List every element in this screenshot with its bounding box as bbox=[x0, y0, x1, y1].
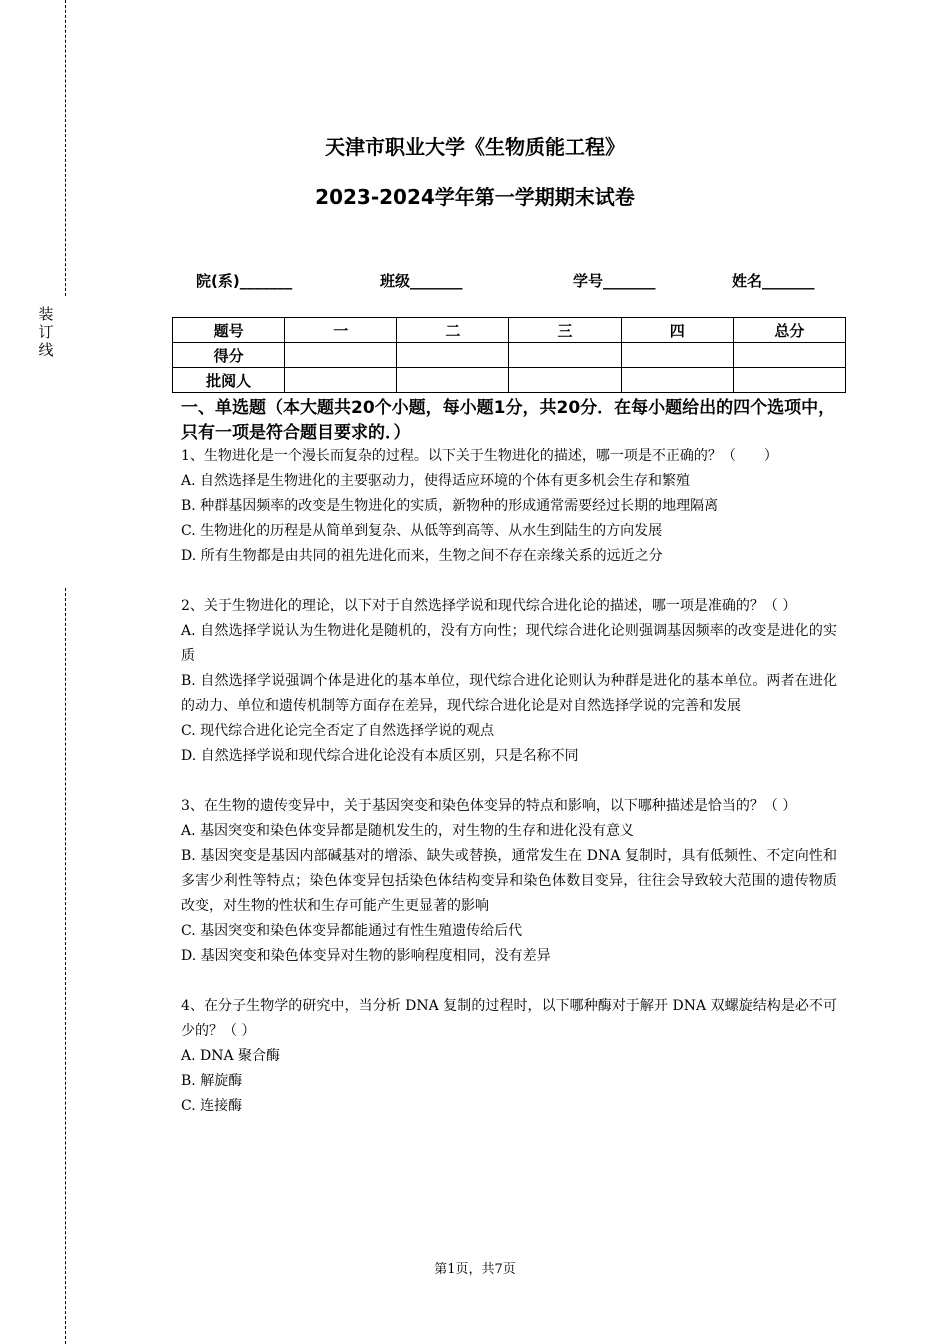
option-c: C. 生物进化的历程是从简单到复杂、从低等到高等、从水生到陆生的方向发展 bbox=[181, 523, 663, 539]
score-table-header: 总分 bbox=[733, 318, 845, 343]
score-cell[interactable] bbox=[397, 343, 509, 368]
student-info-row bbox=[0, 270, 950, 292]
grader-row bbox=[173, 368, 846, 393]
dept-field[interactable]: 院(系)_______ bbox=[196, 272, 293, 290]
question-stem: 2、关于生物进化的理论，以下对于自然选择学说和现代综合进化论的描述，哪一项是准确的？（ ） bbox=[181, 598, 797, 614]
question-4 bbox=[181, 994, 837, 1119]
name-field[interactable]: 姓名_______ bbox=[732, 272, 815, 290]
option-d: D. 自然选择学说和现代综合进化论没有本质区别，只是名称不同 bbox=[181, 748, 579, 764]
binding-line-bottom bbox=[65, 588, 66, 1344]
option-c: C. 连接酶 bbox=[181, 1098, 243, 1114]
exam-subtitle: 2023-2024学年第一学期期末试卷 bbox=[315, 185, 635, 209]
option-a: A. 自然选择学说认为生物进化是随机的，没有方向性；现代综合进化论则强调基因频率的改变是进化的实质 bbox=[181, 623, 837, 664]
question-stem: 3、在生物的遗传变异中，关于基因突变和染色体变异的特点和影响，以下哪种描述是恰当的？（ ） bbox=[181, 798, 797, 814]
question-list bbox=[181, 444, 837, 1144]
option-d: D. 基因突变和染色体变异对生物的影响程度相同，没有差异 bbox=[181, 948, 551, 964]
score-cell[interactable] bbox=[621, 343, 733, 368]
binding-label bbox=[37, 305, 55, 359]
class-field[interactable]: 班级_______ bbox=[380, 272, 463, 290]
option-a: A. DNA 聚合酶 bbox=[181, 1048, 281, 1064]
exam-title: 天津市职业大学《生物质能工程》 bbox=[325, 135, 625, 159]
question-stem: 4、在分子生物学的研究中，当分析 DNA 复制的过程时，以下哪种酶对于解开 DNA 双螺旋结构是必不可少的？（ ） bbox=[181, 998, 837, 1039]
binding-char: 线 bbox=[38, 341, 54, 359]
option-b: B. 基因突变是基因内部碱基对的增添、缺失或替换，通常发生在 DNA 复制时，具有低频性、不定向性和多害少利性等特点；染色体变异包括染色体结构变异和染色体数目变异，往往会导致较大范围的遗传物质改变，对生物的性状和生存可能产生更显著的影响 bbox=[181, 848, 837, 914]
grader-cell[interactable] bbox=[509, 368, 621, 393]
option-d: D. 所有生物都是由共同的祖先进化而来，生物之间不存在亲缘关系的远近之分 bbox=[181, 548, 663, 564]
option-a: A. 自然选择是生物进化的主要驱动力，使得适应环境的个体有更多机会生存和繁殖 bbox=[181, 473, 691, 489]
question-2 bbox=[181, 594, 837, 769]
score-cell[interactable] bbox=[733, 343, 845, 368]
option-b: B. 自然选择学说强调个体是进化的基本单位，现代综合进化论则认为种群是进化的基本单位。两者在进化的动力、单位和遗传机制等方面存在差异，现代综合进化论是对自然选择学说的完善和发展 bbox=[181, 673, 837, 714]
score-cell[interactable] bbox=[509, 343, 621, 368]
score-table-header: 四 bbox=[621, 318, 733, 343]
score-table-header: 三 bbox=[509, 318, 621, 343]
grader-cell[interactable] bbox=[397, 368, 509, 393]
question-1 bbox=[181, 444, 837, 569]
option-c: C. 现代综合进化论完全否定了自然选择学说的观点 bbox=[181, 723, 495, 739]
score-table-header: 二 bbox=[397, 318, 509, 343]
option-c: C. 基因突变和染色体变异都能通过有性生殖遗传给后代 bbox=[181, 923, 523, 939]
student-id-field[interactable]: 学号_______ bbox=[573, 272, 656, 290]
binding-char: 装 bbox=[38, 305, 54, 323]
grader-row-label: 批阅人 bbox=[173, 368, 285, 393]
score-cell[interactable] bbox=[285, 343, 397, 368]
binding-char: 订 bbox=[38, 323, 54, 341]
option-b: B. 种群基因频率的改变是生物进化的实质，新物种的形成通常需要经过长期的地理隔离 bbox=[181, 498, 719, 514]
option-a: A. 基因突变和染色体变异都是随机发生的，对生物的生存和进化没有意义 bbox=[181, 823, 635, 839]
option-b: B. 解旋酶 bbox=[181, 1073, 243, 1089]
grader-cell[interactable] bbox=[285, 368, 397, 393]
section-heading: 一、单选题（本大题共20个小题，每小题1分，共20分．在每小题给出的四个选项中，只有一项是符合题目要求的．） bbox=[181, 398, 836, 443]
grader-cell[interactable] bbox=[733, 368, 845, 393]
question-stem: 1、生物进化是一个漫长而复杂的过程。以下关于生物进化的描述，哪一项是不正确的？（ ） bbox=[181, 448, 778, 464]
question-3 bbox=[181, 794, 837, 969]
score-table bbox=[172, 317, 846, 393]
score-table-header-row bbox=[173, 318, 846, 343]
score-table-header: 题号 bbox=[173, 318, 285, 343]
score-row-label: 得分 bbox=[173, 343, 285, 368]
score-table-header: 一 bbox=[285, 318, 397, 343]
grader-cell[interactable] bbox=[621, 368, 733, 393]
page-footer: 第1页，共7页 bbox=[434, 1262, 516, 1277]
score-row bbox=[173, 343, 846, 368]
